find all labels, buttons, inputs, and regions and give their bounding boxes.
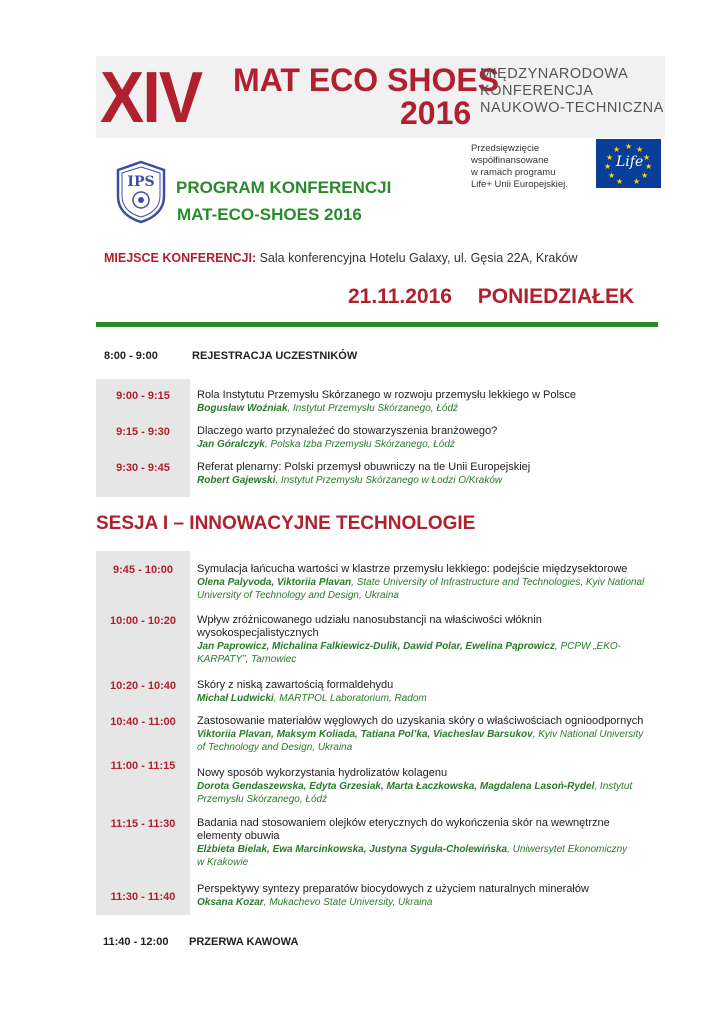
talk-title: Nowy sposób wykorzystania hydrolizatów kolagenu	[197, 767, 448, 779]
cofinanced-line: współfinansowane	[471, 155, 549, 166]
slot-time: 11:30 - 11:40	[110, 891, 176, 903]
break-time: 11:40 - 12:00	[103, 936, 169, 948]
slot-content	[197, 715, 647, 754]
author-names: Viktoriia Plavan, Maksym Koliada, Tatiana Pol’ka, Viacheslav Barsukov	[197, 729, 533, 740]
author-names: Michał Ludwicki	[197, 693, 274, 704]
talk-title: Dlaczego warto przynależeć do stowarzyszenia branżowego?	[197, 425, 498, 437]
slot-time: 9:00 - 9:15	[116, 390, 170, 402]
author-names: Oksana Kozar	[197, 897, 264, 908]
slot-time: 10:20 - 10:40	[109, 680, 177, 692]
registration-row	[104, 350, 504, 364]
slot-time: 9:30 - 9:45	[116, 462, 170, 474]
talk-authors	[197, 728, 647, 754]
talk-authors	[197, 438, 647, 451]
slot-time: 10:00 - 10:20	[109, 615, 177, 627]
talk-authors	[197, 780, 647, 806]
slot-content	[197, 767, 647, 806]
author-affiliation: , Instytut Przemysłu Skórzanego, Łódź	[197, 781, 633, 805]
ips-logo	[114, 160, 168, 224]
program-title	[176, 174, 391, 228]
author-affiliation: , Polska Izba Przemysłu Skórzanego, Łódź	[264, 439, 455, 450]
talk-title: Referat plenarny: Polski przemysł obuwniczy na tle Unii Europejskiej	[197, 461, 531, 473]
author-names: Dorota Gendaszewska, Edyta Grzesiak, Marta Łaczkowska, Magdalena Lasoń-Rydel	[197, 781, 595, 792]
eu-star-icon: ★	[604, 162, 612, 171]
slot-time: 11:15 - 11:30	[110, 818, 176, 830]
event-name: MAT ECO SHOES	[233, 62, 500, 98]
conference-type	[480, 66, 664, 117]
slot-content	[197, 425, 647, 451]
talk-authors	[197, 692, 647, 705]
talk-authors	[197, 402, 647, 415]
talk-title: Wpływ zróżnicowanego udziału nanosubstancji na właściwości włóknin wysokospecjalistycznych	[197, 614, 542, 639]
slot-time: 11:00 - 11:15	[110, 760, 176, 772]
author-names: Bogusław Woźniak	[197, 403, 288, 414]
talk-authors	[197, 576, 647, 602]
slot-content	[197, 883, 647, 909]
registration-time: 8:00 - 9:00	[104, 350, 158, 362]
day-header	[348, 285, 634, 309]
slot-time: 9:15 - 9:30	[116, 426, 170, 438]
talk-authors	[197, 474, 647, 487]
program-title-line: PROGRAM KONFERENCJI	[176, 178, 392, 197]
talk-title: Symulacja łańcucha wartości w klastrze przemysłu lekkiego: podejście międzysektorowe	[197, 563, 628, 575]
slot-time: 10:40 - 11:00	[110, 716, 176, 728]
eu-star-icon: ★	[636, 145, 644, 154]
author-names: Jan Paprowicz, Michalina Falkiewicz-Dulik, Dawid Polar, Ewelina Pąprowicz	[197, 641, 555, 652]
conference-line: MIĘDZYNARODOWA	[480, 66, 629, 82]
session-title: SESJA I – INNOWACYJNE TECHNOLOGIE	[96, 513, 476, 534]
conference-line: KONFERENCJA	[480, 83, 594, 99]
break-label: PRZERWA KAWOWA	[189, 936, 299, 948]
slot-time: 9:45 - 10:00	[113, 564, 173, 576]
eu-star-icon: ★	[616, 177, 624, 186]
eu-star-icon: ★	[633, 177, 641, 186]
author-affiliation: , Instytut Przemysłu Skórzanego w Łodzi O/Kraków	[275, 475, 503, 486]
talk-title: Rola Instytutu Przemysłu Skórzanego w rozwoju przemysłu lekkiego w Polsce	[197, 389, 577, 401]
eu-star-icon: ★	[608, 171, 616, 180]
cofinanced-note	[471, 143, 568, 191]
coffee-break-row	[103, 936, 503, 950]
talk-title: Zastosowanie materiałów węglowych do uzyskania skóry o właściwościach ognioodpornych	[197, 715, 644, 727]
venue-line	[104, 251, 578, 265]
ips-logo-text: IPS	[127, 174, 155, 190]
cofinanced-line: Przedsięwzięcie	[471, 143, 540, 154]
eu-star-icon: ★	[613, 145, 621, 154]
author-affiliation: , PCPW „EKO-KARPATY”, Tarnowiec	[197, 641, 622, 665]
program-title-line: MAT-ECO-SHOES 2016	[177, 205, 362, 224]
eu-star-icon: ★	[645, 162, 653, 171]
slot-content	[197, 563, 647, 602]
slot-content	[197, 389, 647, 415]
author-names: Robert Gajewski	[197, 475, 276, 486]
author-affiliation: , Uniwersytet Ekonomiczny w Krakowie	[197, 844, 628, 868]
eu-life-logo	[596, 139, 661, 188]
eu-star-icon: ★	[606, 153, 614, 162]
talk-authors	[197, 640, 647, 666]
divider	[96, 322, 658, 327]
slot-content	[197, 817, 647, 869]
talk-authors	[197, 896, 647, 909]
registration-label: REJESTRACJA UCZESTNIKÓW	[192, 350, 358, 362]
slot-content	[197, 614, 647, 666]
edition-roman: XIV	[100, 58, 202, 138]
author-affiliation: , State University of Infrastructure and Technologies, Kyiv National University of Technology and Design, Ukraina	[197, 577, 645, 601]
author-names: Jan Góralczyk	[197, 439, 265, 450]
author-names: Olena Palyvoda, Viktoriia Plavan	[197, 577, 352, 588]
talk-title: Badania nad stosowaniem olejków eterycznych do wykończenia skór na wewnętrzne elementy obuwia	[197, 817, 610, 842]
venue-label: MIEJSCE KONFERENCJI:	[104, 251, 257, 265]
eu-star-icon: ★	[643, 153, 651, 162]
talk-title: Perspektywy syntezy preparatów biocydowych z użyciem naturalnych minerałów	[197, 883, 589, 895]
slot-content	[197, 679, 647, 705]
day-weekday: PONIEDZIAŁEK	[477, 285, 635, 308]
talk-title: Skóry z niską zawartością formaldehydu	[197, 679, 394, 691]
slot-content	[197, 461, 647, 487]
author-names: Elżbieta Bielak, Ewa Marcinkowska, Justyna Syguła-Cholewińska	[197, 844, 508, 855]
venue-value: Sala konferencyjna Hotelu Galaxy, ul. Gęsia 22A, Kraków	[259, 251, 578, 265]
cofinanced-line: Life+ Unii Europejskiej.	[471, 179, 568, 190]
eu-star-icon: ★	[641, 171, 649, 180]
author-affiliation: , Mukachevo State University, Ukraina	[263, 897, 433, 908]
event-year: 2016	[400, 95, 472, 131]
day-date: 21.11.2016	[348, 285, 452, 308]
life-logo-text: Life	[616, 154, 644, 170]
eu-star-icon: ★	[625, 142, 633, 151]
conference-line: NAUKOWO-TECHNICZNA	[480, 100, 664, 116]
author-affiliation: , MARTPOL Laboratorium, Radom	[273, 693, 427, 704]
talk-authors	[197, 843, 637, 869]
ips-emblem-icon	[114, 160, 168, 224]
cofinanced-line: w ramach programu	[471, 167, 556, 178]
time-column	[96, 551, 190, 915]
author-affiliation: , Kyiv National University of Technology and Design, Ukraina	[197, 729, 644, 753]
author-affiliation: , Instytut Przemysłu Skórzanego, Łódź	[287, 403, 459, 414]
